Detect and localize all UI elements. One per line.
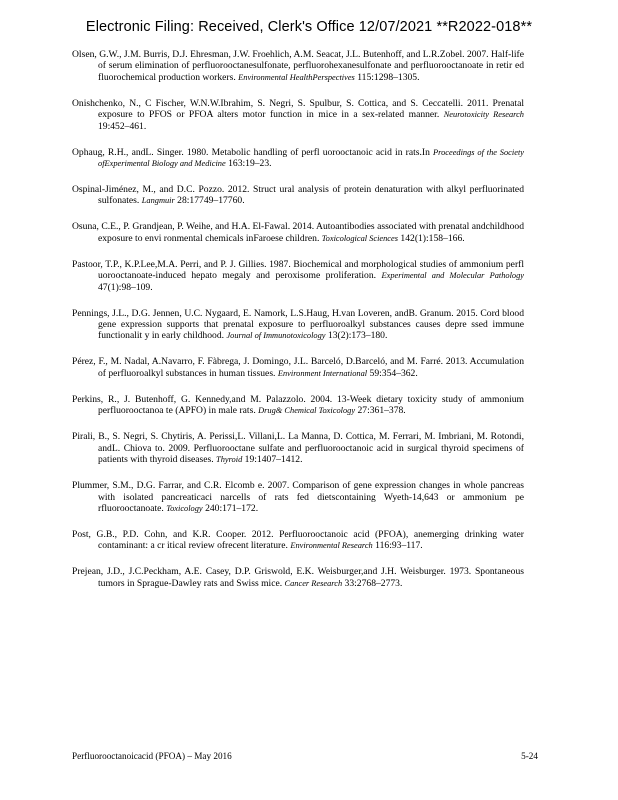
reference-text: Pastoor, T.P., K.P.Lee,M.A. Perri, and P. J. Gillies. 1987. Biochemical and morphological studies of ammonium perfl uorooctanoate-induced hepato megaly and peroxisome proliferation. bbox=[72, 258, 524, 282]
reference-text: Prejean, J.D., J.C.Peckham, A.E. Casey, D.P. Griswold, E.K. Weisburger,and J.H. Weisburger. 1973. Spontaneous tumors in Sprague-Dawley rats and Swiss mice. bbox=[72, 566, 524, 589]
reference-volume: 142(1):158–166. bbox=[400, 232, 465, 244]
reference-journal: Experimental and Molecular Pathology bbox=[381, 271, 525, 281]
reference-entry bbox=[72, 308, 524, 342]
reference-volume: 19:452–461. bbox=[98, 120, 147, 132]
reference-journal: Environmental HealthPerspectives bbox=[238, 72, 355, 82]
footer-document-title: Perfluorooctanoicacid (PFOA) – May 2016 bbox=[72, 751, 232, 761]
reference-volume: 27:361–378. bbox=[357, 405, 406, 417]
reference-entry bbox=[72, 259, 524, 293]
reference-text: Ospinal-Jiménez, M., and D.C. Pozzo. 2012. Struct ural analysis of protein denaturation with alkyl perfluorinated sulfonates. bbox=[72, 184, 524, 207]
reference-entry bbox=[72, 529, 524, 552]
reference-volume: 33:2768–2773. bbox=[344, 577, 403, 589]
reference-journal: Neurotoxicity Research bbox=[443, 110, 524, 120]
reference-volume: 115:1298–1305. bbox=[357, 71, 420, 83]
reference-journal: Proceedings of the Society ofExperimental Biology and Medicine bbox=[98, 147, 524, 169]
reference-volume: 47(1):98–109. bbox=[98, 281, 153, 293]
reference-text: Perkins, R., J. Butenhoff, G. Kennedy,and M. Palazzolo. 2004. 13-Week dietary toxicity study of ammonium perfluorooctanoa te (APFO) in male rats. bbox=[72, 393, 524, 417]
reference-journal: Environment International bbox=[277, 368, 368, 378]
reference-volume: 116:93–117. bbox=[375, 540, 423, 552]
reference-volume: 13(2):173–180. bbox=[327, 330, 388, 342]
reference-volume: 240:171–172. bbox=[205, 502, 259, 514]
reference-entry bbox=[72, 221, 524, 244]
reference-text: Pennings, J.L., D.G. Jennen, U.C. Nygaard, E. Namork, L.S.Haug, H.van Loveren, andB. Granum. 2015. Cord blood gene expression supports that prenatal exposure to perfluoroalkyl substances causes depre ssed immune functionalit y in early childhood. bbox=[72, 307, 524, 342]
reference-volume: 59:354–362. bbox=[369, 367, 418, 379]
reference-text: Osuna, C.E., P. Grandjean, P. Weihe, and H.A. El-Fawal. 2014. Autoantibodies associated with prenatal andchildhood exposure to envi ronmental chemicals inFaroese children. bbox=[72, 221, 524, 244]
reference-journal: Thyroid bbox=[216, 455, 243, 465]
reference-entry bbox=[72, 566, 524, 589]
reference-text: Pérez, F., M. Nadal, A.Navarro, F. Fàbrega, J. Domingo, J.L. Barceló, D.Barceló, and M. Farré. 2013. Accumulation of perfluoroalkyl substances in human tissues. bbox=[72, 356, 524, 379]
reference-entry bbox=[72, 147, 524, 170]
reference-text: Plummer, S.M., D.G. Farrar, and C.R. Elcomb e. 2007. Comparison of gene expression changes in whole pancreas with isolated pancreaticaci narcells of rats fed dietscontaining Wyeth-14,643 or ammonium pe rfluorooctanoate. bbox=[72, 480, 524, 514]
reference-entry bbox=[72, 356, 524, 379]
reference-text: Pirali, B., S. Negri, S. Chytiris, A. Perissi,L. Villani,L. La Manna, D. Cottica, M. Ferrari, M. Imbriani, M. Rotondi, andL. Chiova to. 2009. Perfluorooctane sulfate and perfluorooctanoic acid in surgical thyroid specimens of patients with thyroid diseases. bbox=[72, 431, 524, 466]
reference-journal: Drug& Chemical Toxicology bbox=[258, 406, 356, 416]
reference-entry bbox=[72, 49, 524, 83]
reference-text: Post, G.B., P.D. Cohn, and K.R. Cooper. 2012. Perfluorooctanoic acid (PFOA), anemerging drinking water contaminant: a cr itical review ofrecent literature. bbox=[72, 528, 524, 552]
reference-volume: 19:1407–1412. bbox=[244, 454, 303, 466]
filing-header: Electronic Filing: Received, Clerk's Office 12/07/2021 **R2022-018** bbox=[85, 19, 533, 35]
footer-page-number: 5-24 bbox=[521, 751, 538, 761]
reference-entry bbox=[72, 431, 524, 465]
reference-entry bbox=[72, 184, 524, 207]
reference-journal: Toxicological Sciences bbox=[321, 233, 399, 243]
reference-journal: Langmuir bbox=[141, 196, 175, 206]
reference-volume: 28:17749–17760. bbox=[177, 195, 245, 207]
reference-entry bbox=[72, 480, 524, 514]
reference-entry bbox=[72, 394, 524, 417]
reference-journal: Toxicology bbox=[166, 503, 203, 513]
reference-volume: 163:19–23. bbox=[228, 158, 272, 170]
reference-text: Onishchenko, N., C Fischer, W.N.W.Ibrahim, S. Negri, S. Spulbur, S. Cottica, and S. Ceccatelli. 2011. Prenatal exposure to PFOS or PFOA alters motor function in mice in a sex-related manner. bbox=[72, 97, 524, 121]
reference-journal: Environmental Research bbox=[290, 541, 373, 551]
reference-entry bbox=[72, 98, 524, 132]
reference-journal: Cancer Research bbox=[284, 578, 343, 588]
reference-text: Olsen, G.W., J.M. Burris, D.J. Ehresman, J.W. Froehlich, A.M. Seacat, J.L. Butenhoff, and L.R.Zobel. 2007. Half-life of serum elimination of perfluorooctanesulfonate, perfluorohexanesulfonate and perfluorooctanoate in retir ed fluorochemical production workers. bbox=[72, 49, 524, 83]
reference-list bbox=[72, 49, 524, 604]
reference-journal: Journal of Immunotoxicology bbox=[226, 331, 326, 341]
reference-text: Ophaug, R.H., andL. Singer. 1980. Metabolic handling of perfl uorooctanoic acid in rats.In bbox=[72, 146, 430, 158]
